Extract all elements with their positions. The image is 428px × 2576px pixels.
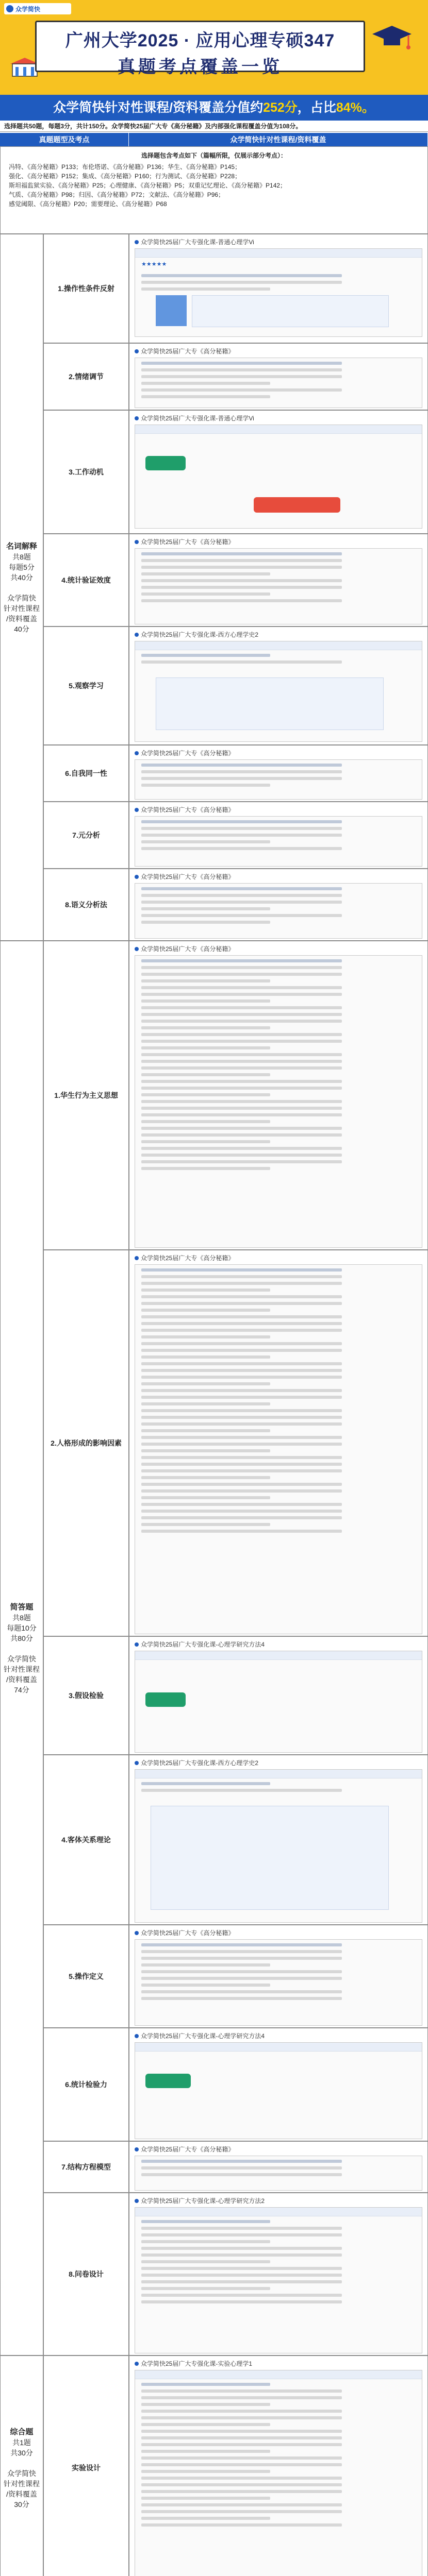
- course-label: 众学简快25届广大专《高分秘籍》: [135, 347, 422, 355]
- title-board: [35, 21, 365, 77]
- course-label: 众学简快25届广大专强化课-西方心理学史2: [135, 1758, 422, 1767]
- coverage-highlight: [0, 95, 428, 121]
- section-info: 每题5分: [9, 563, 35, 571]
- topic-cell: 8.语义分析法: [43, 869, 129, 941]
- topic-cell: 6.自我同一性: [43, 745, 129, 802]
- topic-cell: 6.统计检验力: [43, 2028, 129, 2141]
- section-info: 共1题: [12, 2438, 31, 2447]
- course-screenshot: [135, 548, 422, 624]
- course-mindmap-screenshot: [135, 425, 422, 529]
- coverage-cell: [129, 1755, 428, 1925]
- course-label: 众学简快25届广大专强化课-心理学研究方法4: [135, 1640, 422, 1649]
- coverage-cell: [129, 941, 428, 1250]
- coverage-cell: [129, 343, 428, 410]
- highlight-prefix: 众学简快针对性课程/资料覆盖分值约: [53, 100, 264, 115]
- course-mindmap-screenshot: [135, 1651, 422, 1753]
- course-dot-icon: [135, 1931, 139, 1935]
- course-label: 众学简快25届广大专《高分秘籍》: [135, 1253, 422, 1262]
- course-screenshot: [135, 358, 422, 408]
- section-cover: 众学简快: [7, 2469, 36, 2478]
- course-label: 众学简快25届广大专《高分秘籍》: [135, 944, 422, 953]
- brand-name: 众学简快: [15, 5, 41, 13]
- page-title: 广州大学2025 · 应用心理专硕347: [65, 31, 335, 50]
- course-screenshot: ★★★★★: [135, 248, 422, 337]
- course-screenshot: [135, 1939, 422, 2026]
- choice-topics-title: 选择题包含考点如下（篇幅所限，仅展示部分考点）：: [141, 152, 287, 159]
- coverage-cell: [129, 802, 428, 869]
- topic-cell: 5.观察学习: [43, 626, 129, 745]
- topic-cell: 7.结构方程模型: [43, 2141, 129, 2193]
- section-cover: 针对性课程: [4, 1665, 40, 1673]
- section-cover: 74分: [14, 1685, 29, 1694]
- course-screenshot: [135, 883, 422, 939]
- section-comprehensive: [0, 2355, 43, 2576]
- coverage-cell: [129, 2193, 428, 2355]
- topic-cell: 3.工作动机: [43, 410, 129, 534]
- coverage-cell: [129, 626, 428, 745]
- coverage-cell: [129, 745, 428, 802]
- section-cover: 针对性课程: [4, 604, 40, 613]
- course-screenshot: [135, 955, 422, 1248]
- course-label: 众学简快25届广大专《高分秘籍》: [135, 805, 422, 814]
- course-dot-icon: [135, 416, 139, 420]
- topic-cell: 1.操作性条件反射: [43, 234, 129, 343]
- course-dot-icon: [135, 1642, 139, 1647]
- course-label: 众学简快25届广大专《高分秘籍》: [135, 1928, 422, 1937]
- course-screenshot: [135, 759, 422, 800]
- course-label: 众学简快25届广大专《高分秘籍》: [135, 749, 422, 757]
- course-dot-icon: [135, 1761, 139, 1765]
- coverage-cell: [129, 1925, 428, 2028]
- section-info: 共30分: [10, 2448, 33, 2457]
- course-dot-icon: [135, 240, 139, 244]
- section-cover: 40分: [14, 624, 29, 633]
- section-name: 简答题: [10, 1602, 34, 1612]
- course-label: 众学简快25届广大专强化课-普通心理学Vi: [135, 414, 422, 422]
- coverage-cell: [129, 410, 428, 534]
- brand-mark-icon: [6, 5, 13, 12]
- section-short-answer: [0, 941, 43, 2355]
- section-cover: /资料覆盖: [6, 614, 37, 623]
- coverage-cell: [129, 2355, 428, 2576]
- page-subtitle: 真题考点覆盖一览: [118, 57, 283, 77]
- course-mindmap-screenshot: [135, 2042, 422, 2139]
- section-info: 共40分: [10, 573, 33, 582]
- graduation-cap-icon: [371, 23, 413, 54]
- coverage-cell: [129, 1250, 428, 1636]
- course-screenshot: [135, 2156, 422, 2191]
- course-label: 众学简快25届广大专强化课-心理学研究方法4: [135, 2031, 422, 2040]
- course-dot-icon: [135, 2147, 139, 2151]
- topic-cell: 实验设计: [43, 2355, 129, 2576]
- topic-cell: 2.人格形成的影响因素: [43, 1250, 129, 1636]
- course-screenshot: [135, 2207, 422, 2353]
- section-info: 共8题: [12, 1613, 31, 1622]
- topic-cell: 7.元分析: [43, 802, 129, 869]
- choice-topic-line: 冯特、《高分秘籍》P133；布伦塔诺、《高分秘籍》P136；华生、《高分秘籍》P145；: [9, 163, 241, 171]
- topic-cell: 1.华生行为主义思想: [43, 941, 129, 1250]
- course-label: 众学简快25届广大专《高分秘籍》: [135, 537, 422, 546]
- section-info: 共8题: [12, 552, 31, 561]
- course-screenshot: [135, 1769, 422, 1923]
- section-info: 每题10分: [7, 1623, 37, 1632]
- coverage-cell: [129, 234, 428, 343]
- coverage-cell: [129, 1636, 428, 1755]
- course-dot-icon: [135, 2199, 139, 2203]
- course-screenshot: [135, 2370, 422, 2576]
- section-info: 共80分: [10, 1634, 33, 1642]
- topic-cell: 5.操作定义: [43, 1925, 129, 2028]
- section-cover: /资料覆盖: [6, 2489, 37, 2498]
- section-cover: 针对性课程: [4, 2479, 40, 2488]
- course-dot-icon: [135, 349, 139, 353]
- course-label: 众学简快25届广大专《高分秘籍》: [135, 2145, 422, 2154]
- course-dot-icon: [135, 751, 139, 755]
- header-banner: [0, 0, 428, 95]
- highlight-percent: 84%。: [336, 100, 375, 115]
- brand-logo: [4, 3, 71, 14]
- course-label: 众学简快25届广大专强化课-心理学研究方法2: [135, 2196, 422, 2205]
- choice-topics-list: [0, 146, 428, 234]
- section-term-definitions: [0, 234, 43, 941]
- choice-topic-line: 感觉阈限、《高分秘籍》P20；需要理论、《高分秘籍》P68: [9, 200, 167, 208]
- course-dot-icon: [135, 808, 139, 812]
- coverage-cell: [129, 869, 428, 941]
- course-dot-icon: [135, 947, 139, 951]
- choice-topic-line: 气质、《高分秘籍》P98；归因、《高分秘籍》P72；文献法、《高分秘籍》P96；: [9, 191, 225, 198]
- section-name: 综合题: [10, 2427, 34, 2436]
- highlight-score: 252分: [263, 100, 298, 115]
- course-label: 众学简快25届广大专强化课-西方心理学史2: [135, 630, 422, 639]
- col-header-topics: 真题题型及考点: [0, 133, 129, 146]
- section-name: 名词解释: [6, 541, 37, 551]
- coverage-cell: [129, 2028, 428, 2141]
- section-cover: 众学简快: [7, 594, 36, 602]
- course-dot-icon: [135, 540, 139, 544]
- coverage-cell: [129, 2141, 428, 2193]
- highlight-mid: ，占比: [297, 100, 336, 115]
- section-cover: 30分: [14, 2500, 29, 2509]
- course-label: 众学简快25届广大专强化课-普通心理学Vi: [135, 238, 422, 246]
- course-screenshot: [135, 816, 422, 867]
- choice-question-summary: 选择题共50题，每题3分，共计150分。众学简快25届广大专《高分秘籍》及内部强化课程覆盖分值为108分。: [0, 121, 428, 132]
- col-header-coverage: 众学简快针对性课程/资料覆盖: [129, 133, 428, 146]
- course-dot-icon: [135, 875, 139, 879]
- course-screenshot: [135, 1264, 422, 1634]
- topic-cell: 8.问卷设计: [43, 2193, 129, 2355]
- topic-cell: 2.情绪调节: [43, 343, 129, 410]
- course-dot-icon: [135, 1256, 139, 1260]
- course-dot-icon: [135, 2362, 139, 2366]
- course-label: 众学简快25届广大专强化课-实验心理学1: [135, 2359, 422, 2368]
- course-label: 众学简快25届广大专《高分秘籍》: [135, 872, 422, 881]
- choice-topic-line: 斯坦福监狱实验、《高分秘籍》P25；心理健康、《高分秘籍》P5；双重记忆理论、《高分秘籍》P142；: [9, 182, 287, 189]
- coverage-cell: [129, 534, 428, 626]
- course-dot-icon: [135, 2034, 139, 2038]
- choice-topic-line: 强化、《高分秘籍》P152；集成、《高分秘籍》P160；行为测试、《高分秘籍》P228；: [9, 173, 241, 180]
- section-cover: /资料覆盖: [6, 1675, 37, 1684]
- course-dot-icon: [135, 633, 139, 637]
- topic-cell: 3.假设检验: [43, 1636, 129, 1755]
- course-screenshot: [135, 641, 422, 742]
- topic-cell: 4.客体关系理论: [43, 1755, 129, 1925]
- section-cover: 众学简快: [7, 1654, 36, 1663]
- topic-cell: 4.统计验证效度: [43, 534, 129, 626]
